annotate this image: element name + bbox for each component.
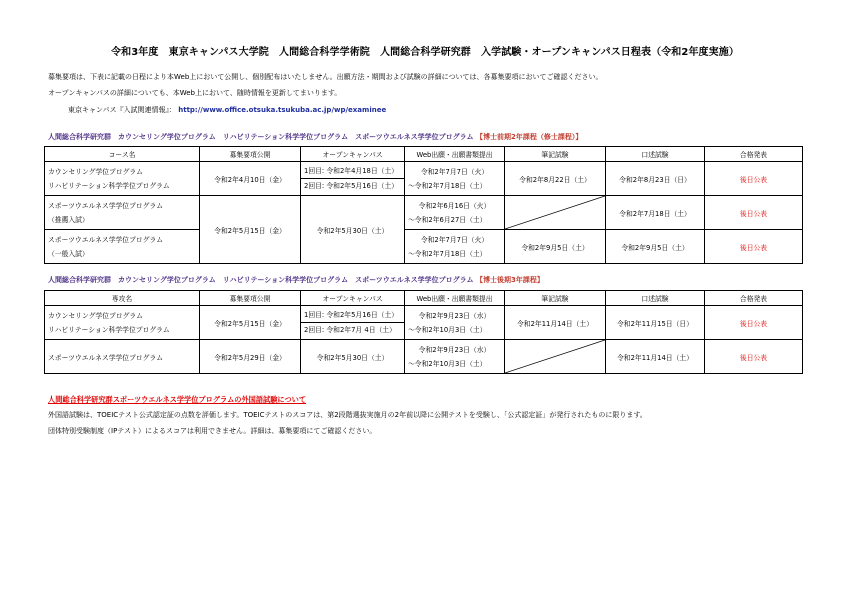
diagonal-line-icon — [505, 196, 605, 229]
col-header: 筆記試験 — [505, 291, 606, 306]
section1-programs: 人間総合科学研究群 カウンセリング学位プログラム リハビリテーション科学学位プログラム スポーツウエルネス学学位プログラム — [48, 133, 474, 141]
program-name-cell: スポーツウエルネス学学位プログラム （推薦入試） — [45, 196, 200, 230]
foreign-language-note-title[interactable]: 人間総合科学研究群スポーツウエルネス学学位プログラムの外国語試験について — [48, 395, 307, 404]
section1-heading — [48, 132, 582, 142]
program-name-cell: カウンセリング学位プログラム リハビリテーション科学学位プログラム — [45, 162, 200, 196]
web-application-cell: 令和2年6月16日（火） ～令和2年6月27日（土） — [405, 196, 505, 230]
note-line-2: 団体特別受験制度（IPテスト）によるスコアは利用できません。詳細は、募集要項にてご確認ください。 — [48, 427, 377, 435]
open-campus-date: 令和2年5月30日（土） — [301, 340, 405, 374]
section2-heading — [48, 275, 544, 285]
oral-exam-date: 令和2年11月15日（日） — [606, 306, 705, 340]
publish-date: 令和2年5月15日（金） — [200, 306, 301, 340]
col-header: 口述試験 — [606, 147, 705, 162]
program-name-cell: スポーツウエルネス学学位プログラム — [45, 340, 200, 374]
open-campus-cell: 1回目: 令和2年5月16日（土） 2回目: 令和2年7月 4日（土） — [301, 306, 405, 340]
info-link[interactable]: http://www.office.otsuka.tsukuba.ac.jp/wp/examinee — [178, 106, 387, 114]
page-title: 令和3年度 東京キャンパス大学院 人間総合科学学術院 人間総合科学研究群 入学試験・オープンキャンパス日程表（令和2年度実施） — [111, 47, 739, 58]
table-row — [45, 340, 803, 374]
col-header: 募集要項公開 — [200, 147, 301, 162]
oral-exam-date: 令和2年7月18日（土） — [606, 196, 705, 230]
info-label: 東京キャンパス『入試関連情報』： — [68, 106, 177, 114]
intro-line-3 — [68, 106, 386, 115]
result-announcement: 後日公表 — [705, 340, 803, 374]
schedule-table-master — [44, 146, 803, 264]
diagonal-line-icon — [505, 340, 605, 373]
col-header: オープンキャンパス — [301, 291, 405, 306]
intro-line-2: オープンキャンパスの詳細についても、本Web上において、随時情報を更新してまいります。 — [48, 89, 342, 97]
publish-date: 令和2年5月15日（金） — [200, 196, 301, 264]
table-header-row — [45, 147, 803, 162]
intro-line-1: 募集要項は、下表に記載の日程により本Web上において公開し、個別配布はいたしません。出願方法・期間および試験の詳細については、各募集要項においてご確認ください。 — [48, 73, 603, 81]
web-application-cell: 令和2年7月7日（火） ～令和2年7月18日（土） — [405, 230, 505, 264]
oral-exam-date: 令和2年9月5日（土） — [606, 230, 705, 264]
program-name-cell: スポーツウエルネス学学位プログラム （一般入試） — [45, 230, 200, 264]
open-campus-cell: 1回目: 令和2年4月18日（土） 2回目: 令和2年5月16日（土） — [301, 162, 405, 196]
schedule-table-doctoral — [44, 290, 803, 374]
oral-exam-date: 令和2年8月23日（日） — [606, 162, 705, 196]
col-header: 筆記試験 — [505, 147, 606, 162]
oral-exam-date: 令和2年11月14日（土） — [606, 340, 705, 374]
section2-programs: 人間総合科学研究群 カウンセリング学位プログラム リハビリテーション科学学位プログラム スポーツウエルネス学学位プログラム — [48, 276, 474, 284]
written-exam-date: 令和2年8月22日（土） — [505, 162, 606, 196]
col-header: Web出願・出願書類提出 — [405, 147, 505, 162]
program-name-cell: カウンセリング学位プログラム リハビリテーション科学学位プログラム — [45, 306, 200, 340]
table-row — [45, 196, 803, 230]
table-row — [45, 306, 803, 340]
web-application-cell: 令和2年7月7日（火） ～令和2年7月18日（土） — [405, 162, 505, 196]
no-written-exam-cell — [505, 196, 606, 230]
written-exam-date: 令和2年11月14日（土） — [505, 306, 606, 340]
section2-course: 【博士後期3年課程】 — [475, 276, 544, 284]
col-header: 合格発表 — [705, 147, 803, 162]
no-written-exam-cell — [505, 340, 606, 374]
table-row — [45, 230, 803, 264]
result-announcement: 後日公表 — [705, 230, 803, 264]
publish-date: 令和2年4月10日（金） — [200, 162, 301, 196]
section1-course: 【博士前期2年課程（修士課程）】 — [475, 133, 583, 141]
col-header: オープンキャンパス — [301, 147, 405, 162]
col-header: 合格発表 — [705, 291, 803, 306]
written-exam-date: 令和2年9月5日（土） — [505, 230, 606, 264]
col-header: Web出願・出願書類提出 — [405, 291, 505, 306]
web-application-cell: 令和2年9月23日（水） ～令和2年10月3日（土） — [405, 340, 505, 374]
result-announcement: 後日公表 — [705, 162, 803, 196]
result-announcement: 後日公表 — [705, 196, 803, 230]
col-header: コース名 — [45, 147, 200, 162]
col-header: 募集要項公開 — [200, 291, 301, 306]
col-header: 専攻名 — [45, 291, 200, 306]
web-application-cell: 令和2年9月23日（水） ～令和2年10月3日（土） — [405, 306, 505, 340]
note-line-1: 外国語試験は、TOEICテスト公式認定証の点数を評価します。TOEICテストのスコアは、第2段階選抜実施月の2年前以降に公開テストを受験し、「公式認定証」が発行されたものに限ります。 — [48, 411, 647, 419]
open-campus-date: 令和2年5月30日（土） — [301, 196, 405, 264]
table-row — [45, 162, 803, 196]
result-announcement: 後日公表 — [705, 306, 803, 340]
publish-date: 令和2年5月29日（金） — [200, 340, 301, 374]
col-header: 口述試験 — [606, 291, 705, 306]
table-header-row — [45, 291, 803, 306]
